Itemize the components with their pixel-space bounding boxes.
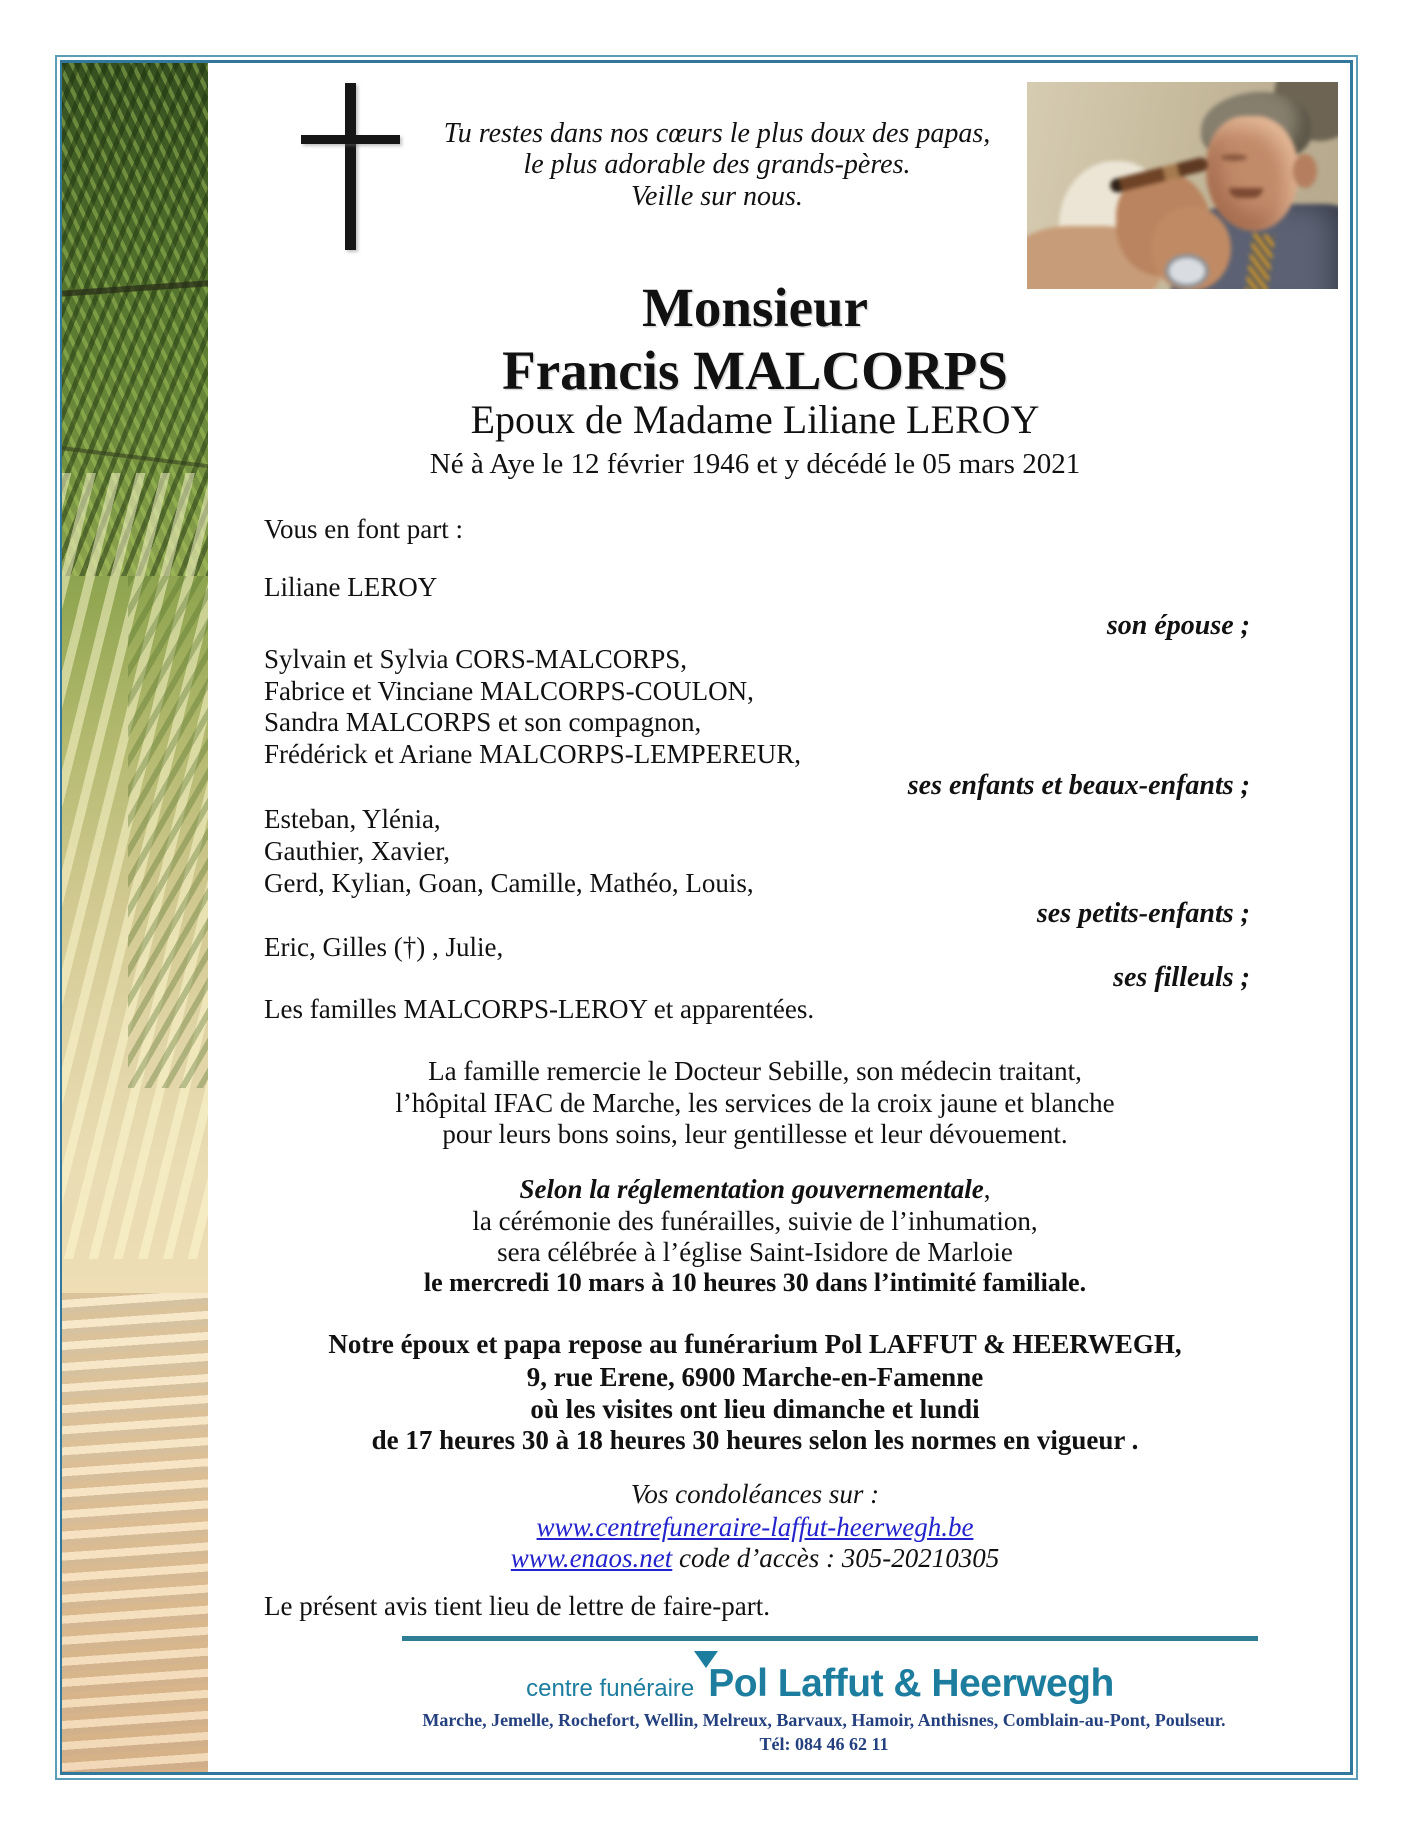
family-name-line: Sylvain et Sylvia CORS-MALCORPS, <box>264 644 688 674</box>
footer-divider-rule <box>402 1636 1258 1641</box>
family-relation-label: ses petits-enfants ; <box>1036 898 1250 929</box>
thanks-line: pour leurs bons soins, leur gentillesse et leur dévouement. <box>442 1119 1068 1149</box>
ceremony-date-line: le mercredi 10 mars à 10 heures 30 dans l’intimité familiale. <box>423 1268 1087 1297</box>
enaos-link-row <box>208 1542 1302 1574</box>
family-relation-label: ses enfants et beaux-enfants ; <box>907 770 1250 801</box>
family-name-line: Gauthier, Xavier, <box>264 836 451 866</box>
family-name-line: Eric, Gilles (†) , Julie, <box>264 932 504 962</box>
family-relation-label: ses filleuls ; <box>1113 962 1250 993</box>
portrait-photo <box>1027 82 1338 289</box>
quote-line: le plus adorable des grands-pères. <box>523 149 911 180</box>
quote-line: Veille sur nous. <box>631 181 803 212</box>
family-name-line: Fabrice et Vinciane MALCORPS-COULON, <box>264 676 754 706</box>
family-relation-label: son épouse ; <box>1106 610 1250 641</box>
thanks-line: l’hôpital IFAC de Marche, les services de la croix jaune et blanche <box>395 1088 1115 1118</box>
spouse-line: Epoux de Madame Liliane LEROY <box>470 397 1040 442</box>
forest-path-photo <box>62 63 208 1772</box>
visits-hours-line: de 17 heures 30 à 18 heures 30 heures selon les normes en vigueur . <box>371 1425 1139 1455</box>
regulation-line <box>208 1173 1302 1205</box>
funeral-home-locations: Marche, Jemelle, Rochefort, Wellin, Melreux, Barvaux, Hamoir, Anthisnes, Comblain-au-Pont, Poulseur. <box>422 1710 1226 1730</box>
closing-line: Le présent avis tient lieu de lettre de faire-part. <box>264 1591 771 1621</box>
brand-prefix: centre funéraire <box>526 1675 695 1702</box>
ceremony-line: sera célébrée à l’église Saint-Isidore de Marloie <box>497 1237 1013 1267</box>
deceased-name: Francis MALCORPS <box>502 340 1008 401</box>
repose-line: Notre époux et papa repose au funérarium Pol LAFFUT & HEERWEGH, <box>328 1329 1182 1359</box>
regulation-emphasis: Selon la réglementation gouvernementale <box>519 1174 984 1204</box>
family-name-line: Esteban, Ylénia, <box>264 804 441 834</box>
brand-name: Pol Laffut & Heerwegh <box>708 1662 1114 1705</box>
portrait-photo-detail <box>1027 82 1338 289</box>
visits-line: où les visites ont lieu dimanche et lundi <box>530 1394 980 1424</box>
funeral-home-phone: Tél: 084 46 62 11 <box>759 1734 889 1754</box>
ceremony-line: la cérémonie des funérailles, suivie de l’inhumation, <box>472 1206 1038 1236</box>
sandy-path-texture <box>62 1293 208 1772</box>
funeral-home-logo <box>400 1662 1240 1706</box>
condolences-link-row <box>208 1511 1302 1543</box>
cross-icon <box>301 83 400 250</box>
regulation-suffix: , <box>983 1174 991 1204</box>
funeral-home-website-link[interactable]: www.centrefuneraire-laffut-heerwegh.be <box>536 1512 974 1542</box>
cross-horizontal-bar <box>301 135 400 144</box>
deceased-title: Monsieur <box>641 277 869 338</box>
announcement-intro: Vous en font part : <box>264 514 463 544</box>
family-name-line: Frédérick et Ariane MALCORPS-LEMPEREUR, <box>264 739 801 769</box>
cross-vertical-bar <box>345 83 356 250</box>
access-code-text: code d’accès : 305-20210305 <box>672 1543 1000 1573</box>
thanks-line: La famille remercie le Docteur Sebille, son médecin traitant, <box>428 1056 1082 1086</box>
family-name-line: Sandra MALCORPS et son compagnon, <box>264 707 702 737</box>
family-name-line: Liliane LEROY <box>264 572 438 602</box>
family-name-line: Gerd, Kylian, Goan, Camille, Mathéo, Louis, <box>264 868 754 898</box>
quote-line: Tu restes dans nos cœurs le plus doux des papas, <box>443 118 991 149</box>
repose-address-line: 9, rue Erene, 6900 Marche-en-Famenne <box>526 1362 984 1392</box>
leaf-texture <box>128 576 208 1089</box>
related-families-line: Les familles MALCORPS-LEROY et apparentées. <box>264 994 815 1024</box>
condolences-label: Vos condoléances sur : <box>630 1479 880 1509</box>
enaos-website-link[interactable]: www.enaos.net <box>510 1543 673 1573</box>
birth-death-line: Né à Aye le 12 février 1946 et y décédé le 05 mars 2021 <box>429 448 1081 480</box>
